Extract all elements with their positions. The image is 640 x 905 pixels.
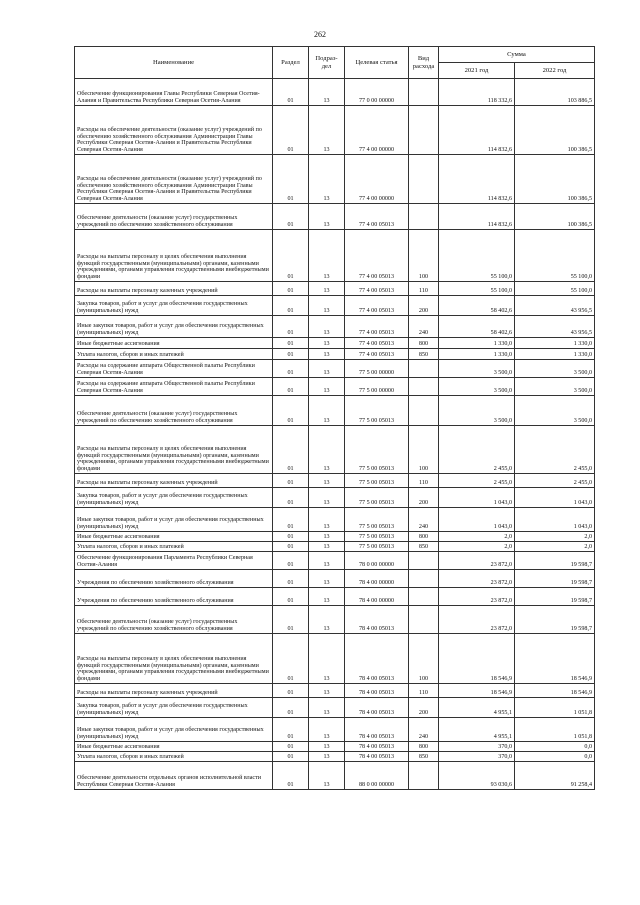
cell-sum-2022: 19 598,7 (515, 570, 595, 588)
cell-expense-type (409, 360, 439, 378)
cell-razdel: 01 (273, 508, 309, 532)
cell-sum-2021: 2 455,0 (439, 474, 515, 488)
table-row (75, 752, 595, 762)
cell-podrazdel: 13 (309, 508, 345, 532)
cell-razdel: 01 (273, 282, 309, 296)
cell-razdel: 01 (273, 204, 309, 230)
table-row (75, 762, 595, 790)
cell-razdel: 01 (273, 426, 309, 474)
cell-razdel: 01 (273, 698, 309, 718)
cell-target-article: 78 4 00 05013 (345, 718, 409, 742)
cell-podrazdel: 13 (309, 204, 345, 230)
cell-razdel: 01 (273, 349, 309, 360)
cell-sum-2022: 55 100,0 (515, 282, 595, 296)
table-row (75, 338, 595, 349)
cell-sum-2022: 19 598,7 (515, 588, 595, 606)
cell-sum-2022: 1 330,0 (515, 338, 595, 349)
cell-target-article: 77 4 00 05013 (345, 230, 409, 282)
cell-name: Обеспечение деятельности (оказание услуг) государственных учреждений по обеспечению хозяйственного обслуживания (75, 204, 273, 230)
table-row (75, 488, 595, 508)
cell-name: Иные бюджетные ассигнования (75, 338, 273, 349)
table-row (75, 316, 595, 338)
cell-sum-2021: 114 832,6 (439, 155, 515, 204)
cell-sum-2021: 4 955,1 (439, 698, 515, 718)
cell-name: Расходы на обеспечение деятельности (оказание услуг) учреждений по обеспечению хозяйственного обслуживания Администрации Главы Республики Северная Осетия-Алания и Правительства Республики Северная Осетия-Алания (75, 155, 273, 204)
cell-sum-2021: 58 402,6 (439, 316, 515, 338)
cell-sum-2021: 55 100,0 (439, 230, 515, 282)
cell-razdel: 01 (273, 106, 309, 155)
table-row (75, 508, 595, 532)
cell-sum-2022: 1 043,0 (515, 488, 595, 508)
cell-sum-2022: 1 051,8 (515, 698, 595, 718)
cell-target-article: 77 4 00 00000 (345, 106, 409, 155)
cell-sum-2021: 3 500,0 (439, 378, 515, 396)
budget-table (74, 46, 595, 790)
cell-razdel: 01 (273, 718, 309, 742)
header-year-2021: 2021 год (439, 63, 515, 79)
cell-target-article: 77 5 00 05013 (345, 488, 409, 508)
cell-expense-type: 850 (409, 542, 439, 552)
cell-name: Расходы на выплаты персоналу в целях обеспечения выполнения функций государственными (муниципальными) органами, казенными учреждениями, органами управления государственными внебюджетными фондами (75, 426, 273, 474)
table-row (75, 742, 595, 752)
cell-target-article: 78 4 00 05013 (345, 752, 409, 762)
cell-sum-2022: 100 386,5 (515, 155, 595, 204)
cell-podrazdel: 13 (309, 396, 345, 426)
cell-name: Обеспечение деятельности (оказание услуг) государственных учреждений по обеспечению хозяйственного обслуживания (75, 396, 273, 426)
cell-sum-2021: 3 500,0 (439, 360, 515, 378)
cell-podrazdel: 13 (309, 79, 345, 106)
cell-target-article: 78 4 00 05013 (345, 684, 409, 698)
cell-expense-type: 850 (409, 752, 439, 762)
cell-razdel: 01 (273, 684, 309, 698)
cell-sum-2021: 4 955,1 (439, 718, 515, 742)
table-row (75, 698, 595, 718)
table-row (75, 542, 595, 552)
cell-podrazdel: 13 (309, 378, 345, 396)
cell-name: Расходы на обеспечение деятельности (оказание услуг) учреждений по обеспечению хозяйственного обслуживания Администрации Главы Республики Северная Осетия-Алания и Правительства Республики Северная Осетия-Алания (75, 106, 273, 155)
cell-expense-type: 100 (409, 426, 439, 474)
cell-name: Расходы на выплаты персоналу в целях обеспечения выполнения функций государственными (муниципальными) органами, казенными учреждениями, органами управления государственными внебюджетными фондами (75, 634, 273, 684)
table-row (75, 570, 595, 588)
table-row (75, 474, 595, 488)
cell-razdel: 01 (273, 296, 309, 316)
cell-sum-2021: 1 043,0 (439, 488, 515, 508)
cell-sum-2022: 3 500,0 (515, 396, 595, 426)
cell-expense-type (409, 106, 439, 155)
cell-name: Учреждения по обеспечению хозяйственного обслуживания (75, 588, 273, 606)
cell-name: Уплата налогов, сборов и иных платежей (75, 752, 273, 762)
table-row (75, 349, 595, 360)
cell-name: Обеспечение функционирования Парламента Республики Северная Осетия-Алания (75, 552, 273, 570)
cell-podrazdel: 13 (309, 762, 345, 790)
cell-sum-2021: 118 332,6 (439, 79, 515, 106)
cell-expense-type: 800 (409, 742, 439, 752)
table-row (75, 230, 595, 282)
cell-expense-type (409, 204, 439, 230)
cell-expense-type (409, 762, 439, 790)
table-row (75, 204, 595, 230)
cell-sum-2022: 91 258,4 (515, 762, 595, 790)
cell-name: Иные бюджетные ассигнования (75, 532, 273, 542)
table-row (75, 532, 595, 542)
cell-sum-2022: 43 956,5 (515, 316, 595, 338)
cell-podrazdel: 13 (309, 532, 345, 542)
cell-target-article: 77 4 00 05013 (345, 349, 409, 360)
cell-target-article: 77 5 00 05013 (345, 542, 409, 552)
cell-sum-2021: 1 043,0 (439, 508, 515, 532)
table-row (75, 396, 595, 426)
cell-target-article: 78 4 00 00000 (345, 570, 409, 588)
cell-podrazdel: 13 (309, 752, 345, 762)
cell-podrazdel: 13 (309, 316, 345, 338)
cell-sum-2022: 0,0 (515, 742, 595, 752)
table-body (75, 79, 595, 790)
cell-razdel: 01 (273, 316, 309, 338)
cell-expense-type: 800 (409, 338, 439, 349)
cell-sum-2022: 19 598,7 (515, 606, 595, 634)
page-number: 262 (314, 30, 326, 39)
header-year-2022: 2022 год (515, 63, 595, 79)
cell-podrazdel: 13 (309, 552, 345, 570)
cell-podrazdel: 13 (309, 426, 345, 474)
table-row (75, 296, 595, 316)
cell-sum-2022: 55 100,0 (515, 230, 595, 282)
cell-target-article: 78 4 00 05013 (345, 606, 409, 634)
cell-expense-type (409, 570, 439, 588)
cell-razdel: 01 (273, 155, 309, 204)
cell-name: Расходы на выплаты персоналу казенных учреждений (75, 282, 273, 296)
cell-name: Иные закупки товаров, работ и услуг для обеспечения государственных (муниципальных) нужд (75, 316, 273, 338)
cell-razdel: 01 (273, 378, 309, 396)
cell-razdel: 01 (273, 570, 309, 588)
cell-sum-2022: 18 546,9 (515, 684, 595, 698)
cell-target-article: 77 5 00 00000 (345, 360, 409, 378)
cell-razdel: 01 (273, 762, 309, 790)
cell-expense-type: 240 (409, 316, 439, 338)
table-row (75, 79, 595, 106)
cell-target-article: 77 5 00 00000 (345, 378, 409, 396)
cell-podrazdel: 13 (309, 155, 345, 204)
cell-sum-2021: 55 100,0 (439, 282, 515, 296)
header-expense-type: Вид расхода (409, 47, 439, 79)
cell-name: Уплата налогов, сборов и иных платежей (75, 349, 273, 360)
cell-target-article: 77 5 00 05013 (345, 532, 409, 542)
cell-expense-type (409, 552, 439, 570)
cell-sum-2021: 23 872,0 (439, 588, 515, 606)
cell-sum-2021: 93 030,6 (439, 762, 515, 790)
cell-podrazdel: 13 (309, 282, 345, 296)
cell-sum-2022: 0,0 (515, 752, 595, 762)
cell-sum-2022: 1 043,0 (515, 508, 595, 532)
cell-razdel: 01 (273, 230, 309, 282)
cell-sum-2021: 23 872,0 (439, 606, 515, 634)
cell-name: Иные закупки товаров, работ и услуг для обеспечения государственных (муниципальных) нужд (75, 508, 273, 532)
cell-expense-type (409, 378, 439, 396)
table-row (75, 378, 595, 396)
cell-target-article: 77 5 00 05013 (345, 426, 409, 474)
cell-razdel: 01 (273, 360, 309, 378)
cell-expense-type: 240 (409, 718, 439, 742)
cell-sum-2022: 103 886,5 (515, 79, 595, 106)
cell-target-article: 78 4 00 00000 (345, 588, 409, 606)
cell-expense-type: 800 (409, 532, 439, 542)
cell-name: Расходы на выплаты персоналу в целях обеспечения выполнения функций государственными (муниципальными) органами, казенными учреждениями, органами управления государственными внебюджетными фондами (75, 230, 273, 282)
cell-sum-2021: 2 455,0 (439, 426, 515, 474)
cell-sum-2021: 2,0 (439, 542, 515, 552)
cell-name: Расходы на выплаты персоналу казенных учреждений (75, 474, 273, 488)
cell-target-article: 78 0 00 00000 (345, 552, 409, 570)
cell-podrazdel: 13 (309, 349, 345, 360)
table-row (75, 684, 595, 698)
cell-name: Обеспечение функционирования Главы Республики Северная Осетия-Алания и Правительства Республики Северная Осетия-Алания (75, 79, 273, 106)
cell-sum-2021: 3 500,0 (439, 396, 515, 426)
table-row (75, 588, 595, 606)
cell-name: Закупка товаров, работ и услуг для обеспечения государственных (муниципальных) нужд (75, 296, 273, 316)
cell-razdel: 01 (273, 79, 309, 106)
cell-target-article: 77 4 00 00000 (345, 155, 409, 204)
cell-podrazdel: 13 (309, 106, 345, 155)
cell-expense-type: 100 (409, 634, 439, 684)
cell-target-article: 77 5 00 05013 (345, 396, 409, 426)
cell-sum-2022: 2,0 (515, 532, 595, 542)
table-row (75, 106, 595, 155)
cell-sum-2022: 3 500,0 (515, 378, 595, 396)
cell-sum-2021: 23 872,0 (439, 552, 515, 570)
cell-razdel: 01 (273, 488, 309, 508)
cell-sum-2021: 370,0 (439, 742, 515, 752)
table-row (75, 606, 595, 634)
cell-sum-2022: 3 500,0 (515, 360, 595, 378)
cell-sum-2021: 1 330,0 (439, 338, 515, 349)
cell-sum-2021: 114 832,6 (439, 106, 515, 155)
cell-podrazdel: 13 (309, 296, 345, 316)
cell-razdel: 01 (273, 634, 309, 684)
cell-podrazdel: 13 (309, 634, 345, 684)
cell-sum-2021: 114 832,6 (439, 204, 515, 230)
cell-name: Обеспечение деятельности (оказание услуг) государственных учреждений по обеспечению хозяйственного обслуживания (75, 606, 273, 634)
header-target-article: Целевая статья (345, 47, 409, 79)
cell-podrazdel: 13 (309, 606, 345, 634)
cell-sum-2021: 58 402,6 (439, 296, 515, 316)
cell-sum-2022: 2 455,0 (515, 426, 595, 474)
cell-podrazdel: 13 (309, 542, 345, 552)
cell-podrazdel: 13 (309, 588, 345, 606)
cell-podrazdel: 13 (309, 474, 345, 488)
cell-podrazdel: 13 (309, 742, 345, 752)
cell-name: Учреждения по обеспечению хозяйственного обслуживания (75, 570, 273, 588)
cell-podrazdel: 13 (309, 230, 345, 282)
cell-podrazdel: 13 (309, 338, 345, 349)
cell-expense-type (409, 396, 439, 426)
cell-sum-2022: 100 386,5 (515, 106, 595, 155)
cell-razdel: 01 (273, 552, 309, 570)
cell-name: Закупка товаров, работ и услуг для обеспечения государственных (муниципальных) нужд (75, 698, 273, 718)
cell-target-article: 77 4 00 05013 (345, 338, 409, 349)
cell-razdel: 01 (273, 338, 309, 349)
cell-expense-type: 200 (409, 296, 439, 316)
cell-razdel: 01 (273, 396, 309, 426)
cell-razdel: 01 (273, 752, 309, 762)
cell-name: Уплата налогов, сборов и иных платежей (75, 542, 273, 552)
cell-expense-type: 200 (409, 698, 439, 718)
cell-podrazdel: 13 (309, 684, 345, 698)
table-row (75, 552, 595, 570)
cell-sum-2021: 18 546,9 (439, 634, 515, 684)
cell-podrazdel: 13 (309, 718, 345, 742)
cell-name: Обеспечение деятельности отдельных органов исполнительной власти Республики Северная Осетия-Алания (75, 762, 273, 790)
cell-sum-2022: 2 455,0 (515, 474, 595, 488)
cell-expense-type: 110 (409, 684, 439, 698)
cell-sum-2021: 1 330,0 (439, 349, 515, 360)
cell-target-article: 77 4 00 05013 (345, 296, 409, 316)
cell-sum-2022: 2,0 (515, 542, 595, 552)
cell-expense-type: 240 (409, 508, 439, 532)
cell-sum-2022: 19 598,7 (515, 552, 595, 570)
cell-expense-type: 110 (409, 474, 439, 488)
cell-sum-2021: 23 872,0 (439, 570, 515, 588)
table-row (75, 360, 595, 378)
cell-target-article: 77 5 00 05013 (345, 474, 409, 488)
cell-razdel: 01 (273, 532, 309, 542)
table-row (75, 155, 595, 204)
cell-expense-type (409, 588, 439, 606)
cell-expense-type (409, 155, 439, 204)
cell-name: Иные бюджетные ассигнования (75, 742, 273, 752)
header-podrazdel: Подраз-дел (309, 47, 345, 79)
header-name: Наименование (75, 47, 273, 79)
cell-sum-2022: 1 051,8 (515, 718, 595, 742)
cell-name: Иные закупки товаров, работ и услуг для обеспечения государственных (муниципальных) нужд (75, 718, 273, 742)
cell-name: Расходы на содержание аппарата Общественной палаты Республики Северная Осетия-Алания (75, 360, 273, 378)
cell-target-article: 78 4 00 05013 (345, 698, 409, 718)
cell-sum-2022: 18 546,9 (515, 634, 595, 684)
table-row (75, 718, 595, 742)
cell-target-article: 78 4 00 05013 (345, 742, 409, 752)
cell-expense-type (409, 606, 439, 634)
cell-name: Закупка товаров, работ и услуг для обеспечения государственных (муниципальных) нужд (75, 488, 273, 508)
cell-expense-type: 200 (409, 488, 439, 508)
cell-target-article: 78 4 00 05013 (345, 634, 409, 684)
cell-razdel: 01 (273, 542, 309, 552)
cell-podrazdel: 13 (309, 360, 345, 378)
table-row (75, 634, 595, 684)
cell-expense-type: 110 (409, 282, 439, 296)
cell-sum-2021: 2,0 (439, 532, 515, 542)
cell-sum-2022: 100 386,5 (515, 204, 595, 230)
cell-expense-type: 850 (409, 349, 439, 360)
cell-razdel: 01 (273, 606, 309, 634)
table-row (75, 282, 595, 296)
header-sum: Сумма (439, 47, 595, 63)
cell-target-article: 88 0 00 00000 (345, 762, 409, 790)
cell-target-article: 77 4 00 05013 (345, 316, 409, 338)
cell-podrazdel: 13 (309, 488, 345, 508)
table-row (75, 426, 595, 474)
cell-sum-2022: 43 956,5 (515, 296, 595, 316)
cell-razdel: 01 (273, 742, 309, 752)
cell-razdel: 01 (273, 474, 309, 488)
cell-podrazdel: 13 (309, 698, 345, 718)
cell-sum-2021: 18 546,9 (439, 684, 515, 698)
header-razdel: Раздел (273, 47, 309, 79)
cell-target-article: 77 5 00 05013 (345, 508, 409, 532)
cell-target-article: 77 0 00 00000 (345, 79, 409, 106)
cell-expense-type: 100 (409, 230, 439, 282)
cell-target-article: 77 4 00 05013 (345, 282, 409, 296)
cell-name: Расходы на содержание аппарата Общественной палаты Республики Северная Осетия-Алания (75, 378, 273, 396)
cell-sum-2022: 1 330,0 (515, 349, 595, 360)
cell-razdel: 01 (273, 588, 309, 606)
cell-expense-type (409, 79, 439, 106)
cell-podrazdel: 13 (309, 570, 345, 588)
cell-sum-2021: 370,0 (439, 752, 515, 762)
cell-name: Расходы на выплаты персоналу казенных учреждений (75, 684, 273, 698)
cell-target-article: 77 4 00 05013 (345, 204, 409, 230)
